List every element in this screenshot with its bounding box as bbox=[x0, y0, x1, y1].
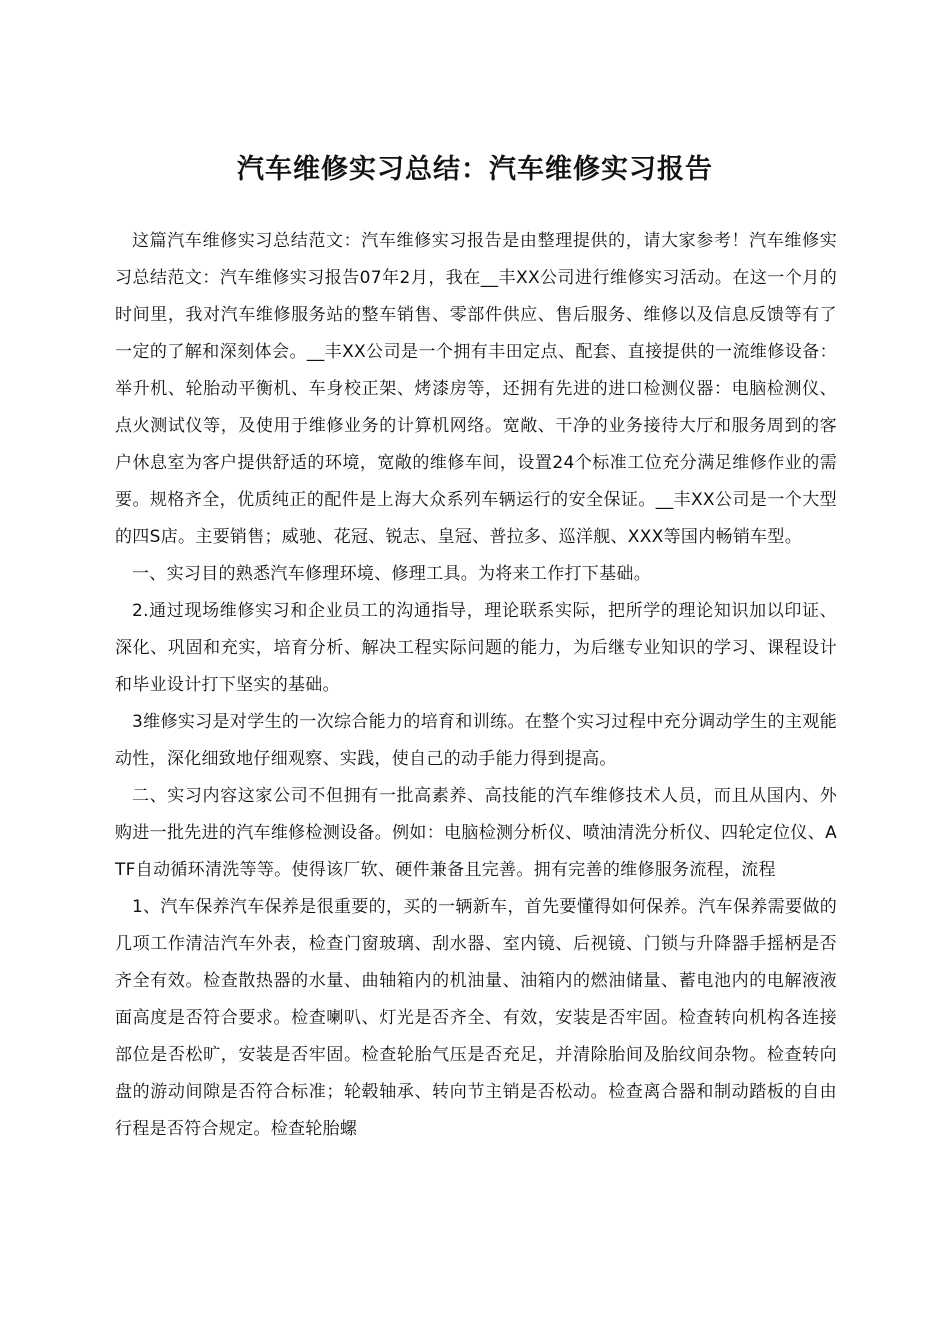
document-body bbox=[115, 223, 837, 1148]
paragraph-intro: 这篇汽车维修实习总结范文：汽车维修实习报告是由整理提供的，请大家参考！汽车维修实习总结范文：汽车维修实习报告07年2月，我在__丰XX公司进行维修实习活动。在这一个月的时间里，我对汽车维修服务站的整车销售、零部件供应、售后服务、维修以及信息反馈等有了一定的了解和深刻体会。__丰XX公司是一个拥有丰田定点、配套、直接提供的一流维修设备：举升机、轮胎动平衡机、车身校正架、烤漆房等，还拥有先进的进口检测仪器：电脑检测仪、点火测试仪等，及使用于维修业务的计算机网络。宽敞、干净的业务接待大厅和服务周到的客户休息室为客户提供舒适的环境，宽敞的维修车间，设置24个标准工位充分满足维修作业的需要。规格齐全，优质纯正的配件是上海大众系列车辆运行的安全保证。__丰XX公司是一个大型的四S店。主要销售；威驰、花冠、锐志、皇冠、普拉多、巡洋舰、XXX等国内畅销车型。 bbox=[115, 231, 838, 547]
paragraph-purpose-2: 2.通过现场维修实习和企业员工的沟通指导，理论联系实际，把所学的理论知识加以印证、深化、巩固和充实，培育分析、解决工程实际问题的能力，为后继专业知识的学习、课程设计和毕业设计打下坚实的基础。 bbox=[115, 601, 837, 695]
paragraph-maintenance: 1、汽车保养汽车保养是很重要的，买的一辆新车，首先要懂得如何保养。汽车保养需要做的几项工作清洁汽车外表，检查门窗玻璃、刮水器、室内镜、后视镜、门锁与升降器手摇柄是否齐全有效。检查散热器的水量、曲轴箱内的机油量、油箱内的燃油储量、蓄电池内的电解液液面高度是否符合要求。检查喇叭、灯光是否齐全、有效，安装是否牢固。检查转向机构各连接部位是否松旷，安装是否牢固。检查轮胎气压是否充足，并清除胎间及胎纹间杂物。检查转向盘的游动间隙是否符合标准；轮毂轴承、转向节主销是否松动。检查离合器和制动踏板的自由行程是否符合规定。检查轮胎螺 bbox=[115, 897, 837, 1139]
document-title: 汽车维修实习总结：汽车维修实习报告 bbox=[237, 154, 713, 186]
paragraph-content: 二、实习内容这家公司不但拥有一批高素养、高技能的汽车维修技术人员，而且从国内、外购进一批先进的汽车维修检测设备。例如：电脑检测分析仪、喷油清洗分析仪、四轮定位仪、ATF自动循环清洗等等。使得该厂软、硬件兼备且完善。拥有完善的维修服务流程，流程 bbox=[115, 786, 837, 880]
paragraph-purpose: 一、实习目的熟悉汽车修理环境、修理工具。为将来工作打下基础。 bbox=[132, 564, 651, 584]
paragraph-purpose-3: 3维修实习是对学生的一次综合能力的培育和训练。在整个实习过程中充分调动学生的主观能动性，深化细致地仔细观察、实践，使自己的动手能力得到提高。 bbox=[115, 712, 837, 769]
